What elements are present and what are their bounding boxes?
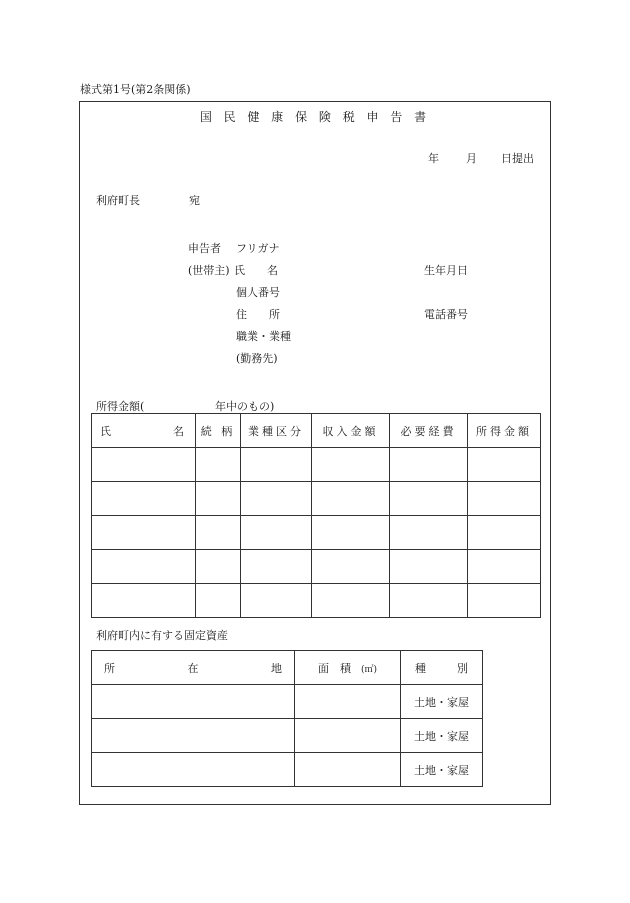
income-cell-income[interactable] [468,516,541,550]
addressee-name: 利府町長 [96,194,140,207]
form-title: 国 民 健 康 保 険 税 申 告 書 [199,110,431,124]
assets-header-location: 所 在 地 [92,651,295,685]
assets-header-area: 面 積 (㎡) [295,651,401,685]
income-cell-revenue[interactable] [312,516,390,550]
income-row [92,516,541,550]
income-cell-relation[interactable] [196,482,241,516]
assets-cell-location[interactable] [92,719,295,753]
income-row [92,584,541,618]
income-header-name: 氏 名 [92,414,196,448]
occupation-label: 職業・業種 [236,330,291,343]
form-number: 様式第1号(第2条関係) [80,83,191,96]
assets-cell-type: 土地・家屋 [401,753,483,787]
income-header-expenses: 必要経費 [390,414,468,448]
date-submitted-label: 日提出 [501,152,534,165]
address-label: 住 所 [236,308,280,321]
income-section-label: 所得金額( [96,400,145,413]
income-cell-industry[interactable] [241,584,312,618]
income-cell-name[interactable] [92,550,196,584]
income-cell-name[interactable] [92,448,196,482]
income-cell-name[interactable] [92,584,196,618]
household-head-label: (世帯主) [188,264,230,277]
addressee-honorific: 宛 [189,194,200,207]
individual-number-label: 個人番号 [236,286,280,299]
assets-cell-location[interactable] [92,685,295,719]
income-row [92,448,541,482]
income-cell-revenue[interactable] [312,448,390,482]
income-cell-industry[interactable] [241,482,312,516]
assets-cell-area[interactable] [295,685,401,719]
income-row [92,550,541,584]
income-cell-revenue[interactable] [312,482,390,516]
income-cell-expenses[interactable] [390,584,468,618]
income-header-row [92,414,541,448]
area-unit: (㎡) [360,664,378,675]
income-cell-revenue[interactable] [312,584,390,618]
income-cell-expenses[interactable] [390,550,468,584]
assets-cell-type: 土地・家屋 [401,719,483,753]
birthdate-label: 生年月日 [424,264,468,277]
income-cell-industry[interactable] [241,448,312,482]
income-cell-industry[interactable] [241,516,312,550]
income-cell-relation[interactable] [196,550,241,584]
date-month-label: 月 [466,152,477,165]
income-cell-income[interactable] [468,550,541,584]
income-header-income: 所得金額 [468,414,541,448]
income-cell-expenses[interactable] [390,516,468,550]
assets-cell-area[interactable] [295,719,401,753]
assets-row [92,685,483,719]
assets-cell-area[interactable] [295,753,401,787]
assets-table [91,650,483,787]
assets-row [92,753,483,787]
assets-row [92,719,483,753]
income-header-industry: 業種区分 [241,414,312,448]
income-cell-expenses[interactable] [390,448,468,482]
income-table [91,413,541,618]
income-cell-revenue[interactable] [312,550,390,584]
income-header-relation: 続 柄 [196,414,241,448]
assets-section-label: 利府町内に有する固定資産 [96,629,228,642]
name-label: 氏 名 [234,264,278,277]
income-cell-relation[interactable] [196,516,241,550]
assets-header-row [92,651,483,685]
assets-cell-type: 土地・家屋 [401,685,483,719]
workplace-label: (勤務先) [236,352,278,365]
income-cell-income[interactable] [468,482,541,516]
income-row [92,482,541,516]
furigana-label: フリガナ [236,242,280,255]
income-cell-income[interactable] [468,584,541,618]
income-section-suffix: 年中のもの) [215,400,275,413]
phone-label: 電話番号 [424,308,468,321]
income-cell-industry[interactable] [241,550,312,584]
income-cell-name[interactable] [92,482,196,516]
date-year-label: 年 [428,152,439,165]
income-cell-relation[interactable] [196,448,241,482]
income-cell-income[interactable] [468,448,541,482]
income-cell-expenses[interactable] [390,482,468,516]
declarant-label: 申告者 [188,242,221,255]
assets-header-type: 種 別 [401,651,483,685]
income-cell-relation[interactable] [196,584,241,618]
income-header-revenue: 収入金額 [312,414,390,448]
assets-cell-location[interactable] [92,753,295,787]
income-cell-name[interactable] [92,516,196,550]
